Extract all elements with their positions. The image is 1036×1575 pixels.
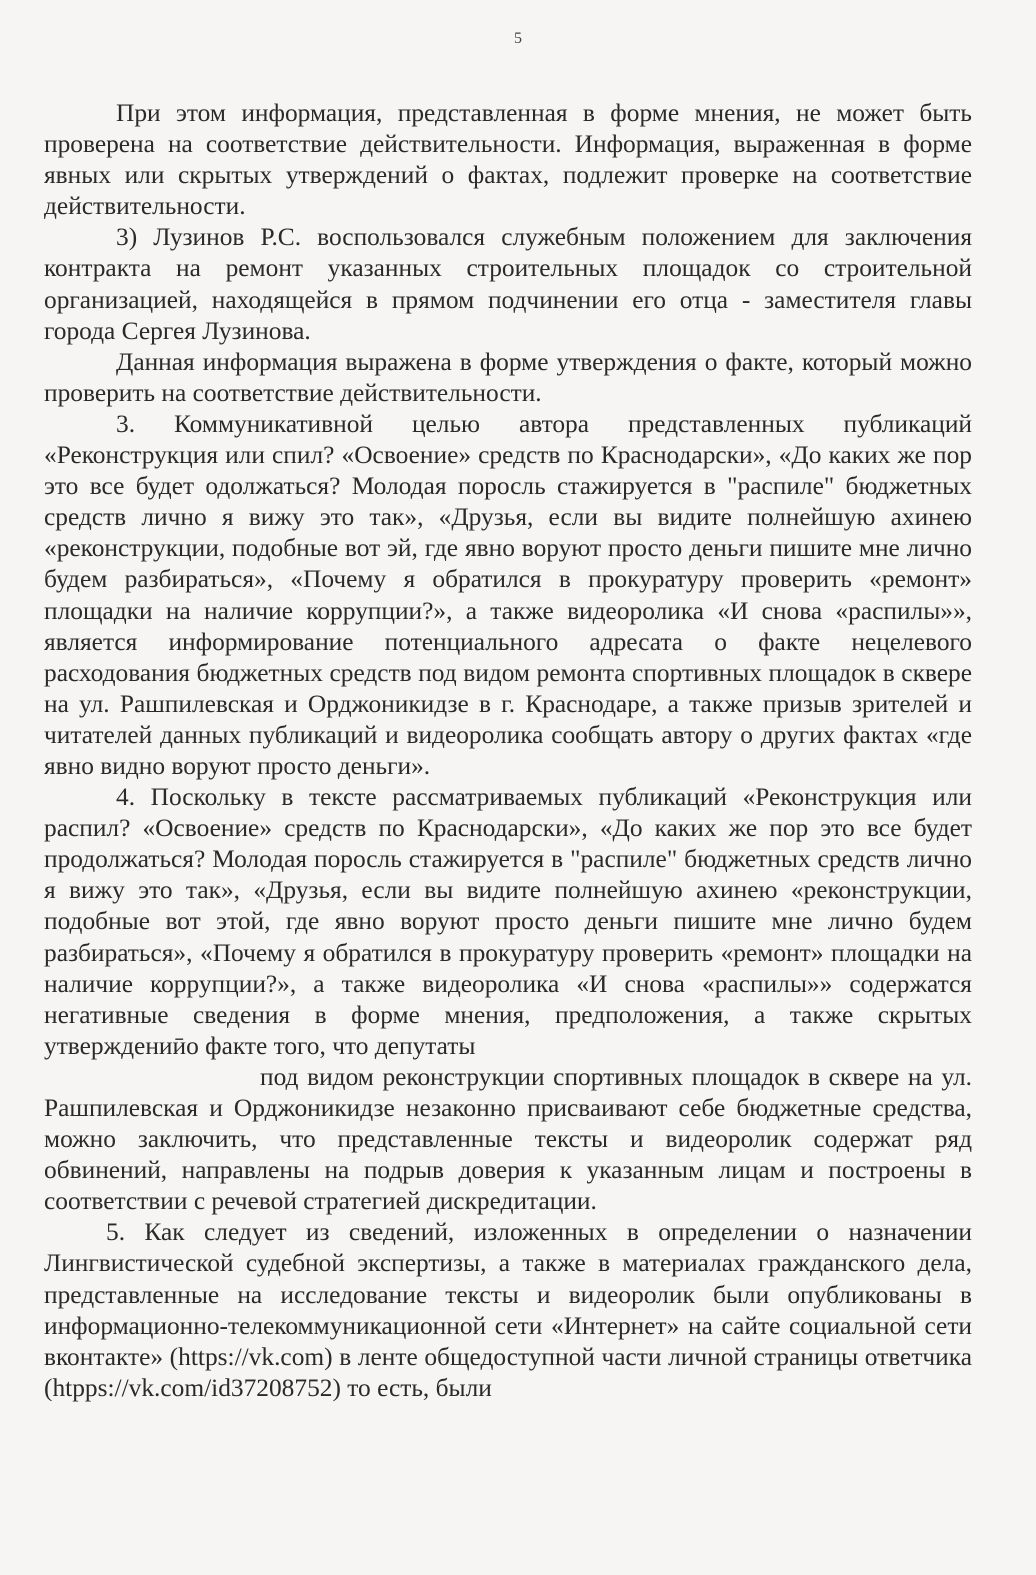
paragraph-opinion-verification: При этом информация, представленная в форме мнения, не может быть проверена на соответствие действительности. Информация, выраженная в форме явных или скрытых утверждений о фактах, подлежит проверке на соответствие действительности.	[44, 99, 972, 221]
page-number: 5	[514, 30, 522, 47]
paragraph-section-5: 5. Как следует из сведений, изложенных в определении о назначении Лингвистической судебной экспертизы, а также в материалах гражданского дела, представленные на исследование тексты и видеоролик были опубликованы в информационно-телекоммуникационной сети «Интернет» на сайте социальной сети вконтакте» (https://vk.com) в ленте общедоступной части личной страницы ответчика (htpps://vk.com/id37208752) то есть, были	[44, 1218, 972, 1402]
paragraph-fact-statement: Данная информация выражена в форме утверждения о факте, который можно проверить на соответствие действительности.	[44, 347, 972, 407]
paragraph-section-3: 3. Коммуникативной целью автора представленных публикаций «Реконструкция или спил? «Освоение» средств по Краснодарски», «До каких же пор это все будет одолжаться? Молодая поросль стажируется в "распиле" бюджетных средств лично я вижу это так», «Друзья, если вы видите полнейшую ахинею «реконструкции, подобные вот эй, где явно воруют просто деньги пишите мне лично будем разбираться», «Почему я обратился в прокуратуру проверить «ремонт» площадки на наличие коррупции?», а также видеоролика «И снова «распилы»», является информирование потенциального адресата о факте нецелевого расходования бюджетных средств под видом ремонта спортивных площадок в сквере на ул. Рашпилевская и Орджоникидзе в г. Краснодаре, а также призыв зрителей и читателей данных публикаций и видеоролика сообщать автору о других фактах «где явно видно воруют просто деньги».	[44, 409, 972, 780]
paragraph-section-4-continued: под видом реконструкции спортивных площадок в сквере на ул. Рашпилевская и Орджоникидзе незаконно присваивают себе бюджетные средства, можно заключить, что представленные тексты и видеоролик содержат ряд обвинений, направлены на подрыв доверия к указанным лицам и построены в соответствии с речевой стратегией дискредитации.	[44, 1062, 972, 1216]
paragraph-item-3-contract: 3) Лузинов Р.С. воспользовался служебным положением для заключения контракта на ремонт указанных строительных площадок со строительной организацией, находящейся в прямом подчинении его отца - заместителя главы города Сергея Лузинова.	[44, 223, 972, 345]
paragraph-section-4: 4. Поскольку в тексте рассматриваемых публикаций «Реконструкция или распил? «Освоение» средств по Краснодарски», «До каких же пор это все будет продолжаться? Молодая поросль стажируется в "распиле" бюджетных средств лично я вижу это так», «Друзья, если вы видите полнейшую ахинею «реконструкции, подобные вот этой, где явно воруют просто деньги пишите мне лично будем разбираться», «Почему я обратился в прокуратуру проверить «ремонт» площадки на наличие коррупции?», а также видеоролика «И снова «распилы»» содержатся негативные сведения в форме мнения, предположения, а также скрытых утверждениӣо факте того, что депутаты	[44, 783, 972, 1060]
document-body	[44, 98, 972, 1404]
